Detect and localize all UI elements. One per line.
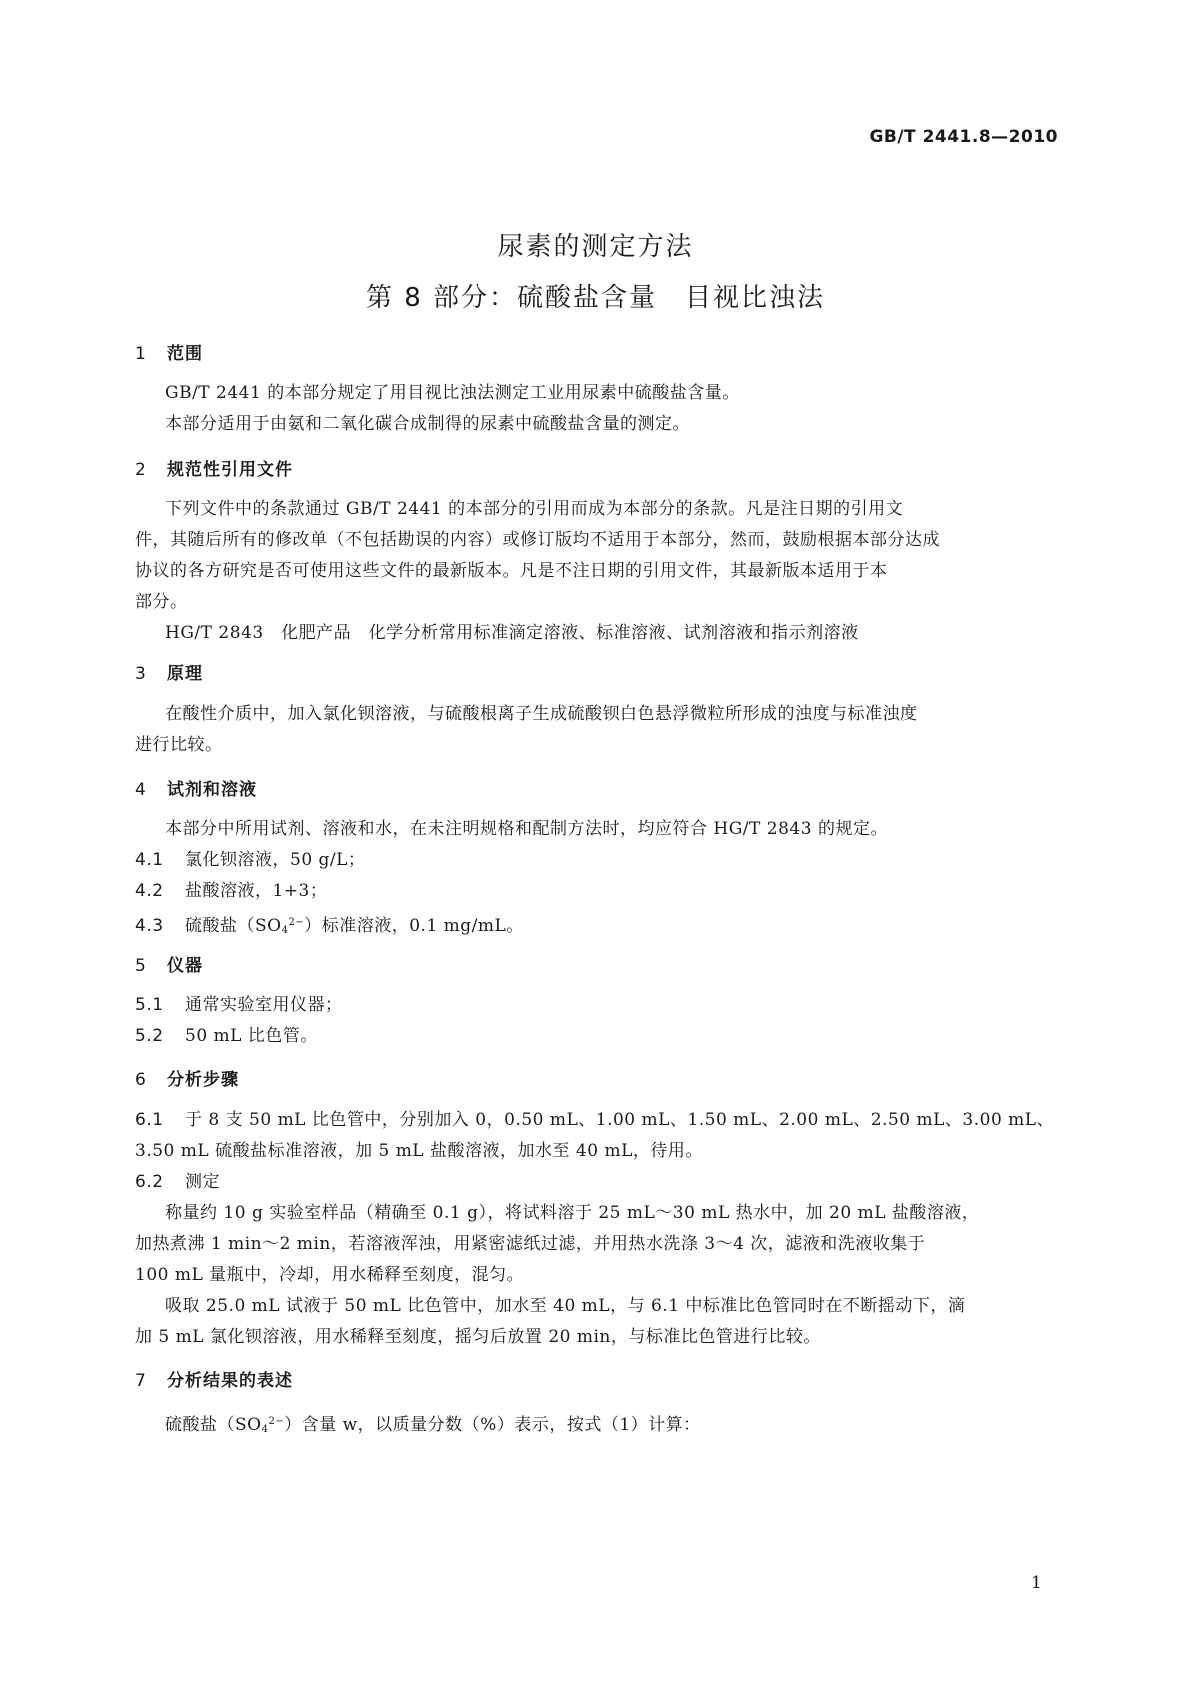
section-title: 分析步骤 [167,1070,239,1090]
clause-number: 5.1 [135,995,164,1015]
section-title: 仪器 [167,956,203,976]
section-heading-scope [135,339,203,364]
clause-4-1 [135,845,365,876]
section-number: 7 [135,1371,147,1391]
clause-4-3 [135,907,524,946]
paragraph-line: 本部分中所用试剂、溶液和水，在未注明规格和配制方法时，均应符合 HG/T 2843 的规定。 [165,819,888,839]
paragraph-line: 本部分适用于由氨和二氧化碳合成制得的尿素中硫酸盐含量的测定。 [165,414,690,434]
section-number: 1 [135,344,147,364]
paragraph-line: 下列文件中的条款通过 GB/T 2441 的本部分的引用而成为本部分的条款。凡是注日期的引用文 [165,499,904,519]
section-heading-normative-references [135,455,293,480]
clause-6-2 [135,1167,220,1198]
section-heading-apparatus [135,951,203,976]
paragraph-line: 加 5 mL 氯化钡溶液，用水稀释至刻度，摇匀后放置 20 min，与标准比色管进行比较。 [135,1327,821,1347]
clause-text: 于 8 支 50 mL 比色管中，分别加入 0，0.50 mL、1.00 mL、1.50 mL、2.00 mL、2.50 mL、3.00 mL、 [185,1110,1055,1130]
document-subtitle: 第 8 部分：硫酸盐含量 目视比浊法 [365,283,826,313]
paragraph-line: 协议的各方研究是否可使用这些文件的最新版本。凡是不注日期的引用文件，其最新版本适用于本 [135,561,888,581]
clause-text: 通常实验室用仪器； [185,995,343,1015]
clause-5-1 [135,990,343,1021]
section-title: 规范性引用文件 [167,460,293,480]
clause-text: 氯化钡溶液，50 g/L； [185,850,366,870]
paragraph-line: GB/T 2441 的本部分规定了用目视比浊法测定工业用尿素中硫酸盐含量。 [165,383,740,403]
section-heading-principle [135,659,203,684]
section-number: 3 [135,664,147,684]
clause-title: 测定 [185,1172,220,1192]
clause-text: 硫酸盐$(SO_4^{2-})$标准溶液，0.1 mg/mL。 [185,916,524,936]
section-number: 4 [135,780,147,800]
paragraph-line: 部分。 [135,592,188,612]
page-number: 1 [1031,1573,1042,1593]
document-title: 尿素的测定方法 [497,232,694,262]
paragraph-line: 硫酸盐$(SO_4^{2-})$含量 w，以质量分数（%）表示，按式（1）计算： [165,1415,701,1435]
section-heading-procedure [135,1065,239,1090]
clause-number: 6.2 [135,1172,164,1192]
paragraph-line: 在酸性介质中，加入氯化钡溶液，与硫酸根离子生成硫酸钡白色悬浮微粒所形成的浊度与标准浊度 [165,704,918,724]
clause-4-2 [135,876,327,907]
section-title: 试剂和溶液 [167,780,257,800]
clause-text: 盐酸溶液，1+3； [185,881,328,901]
section-number: 6 [135,1070,147,1090]
clause-5-2 [135,1021,318,1052]
clause-number: 4.2 [135,881,164,901]
clause-number: 4.3 [135,916,164,936]
clause-number: 6.1 [135,1110,164,1130]
paragraph-line: 3.50 mL 硫酸盐标准溶液，加 5 mL 盐酸溶液，加水至 40 mL，待用。 [135,1141,703,1161]
reference-item: HG/T 2843 化肥产品 化学分析常用标准滴定溶液、标准溶液、试剂溶液和指示剂溶液 [165,623,859,643]
section-title: 原理 [167,664,203,684]
paragraph-line: 加热煮沸 1 min～2 min，若溶液浑浊，用紧密滤纸过滤，并用热水洗涤 3～4 次，滤液和洗液收集于 [135,1234,926,1254]
clause-text: 50 mL 比色管。 [185,1026,318,1046]
clause-number: 5.2 [135,1026,164,1046]
section-title: 分析结果的表述 [167,1371,293,1391]
section-heading-results [135,1366,293,1391]
paragraph-line: 吸取 25.0 mL 试液于 50 mL 比色管中，加水至 40 mL，与 6.1 中标准比色管同时在不断摇动下，滴 [165,1296,966,1316]
paragraph-line: 进行比较。 [135,735,223,755]
standard-code: GB/T 2441.8—2010 [869,127,1058,147]
paragraph-line: 件，其随后所有的修改单（不包括勘误的内容）或修订版均不适用于本部分，然而，鼓励根据本部分达成 [135,530,940,550]
paragraph-line: 称量约 10 g 实验室样品（精确至 0.1 g），将试料溶于 25 mL～30 mL 热水中，加 20 mL 盐酸溶液， [165,1203,980,1223]
section-heading-reagents [135,775,257,800]
section-number: 5 [135,956,147,976]
clause-6-1 [135,1105,1054,1136]
paragraph-line: 100 mL 量瓶中，冷却，用水稀释至刻度，混匀。 [135,1265,525,1285]
section-number: 2 [135,460,147,480]
section-title: 范围 [167,344,203,364]
clause-number: 4.1 [135,850,164,870]
